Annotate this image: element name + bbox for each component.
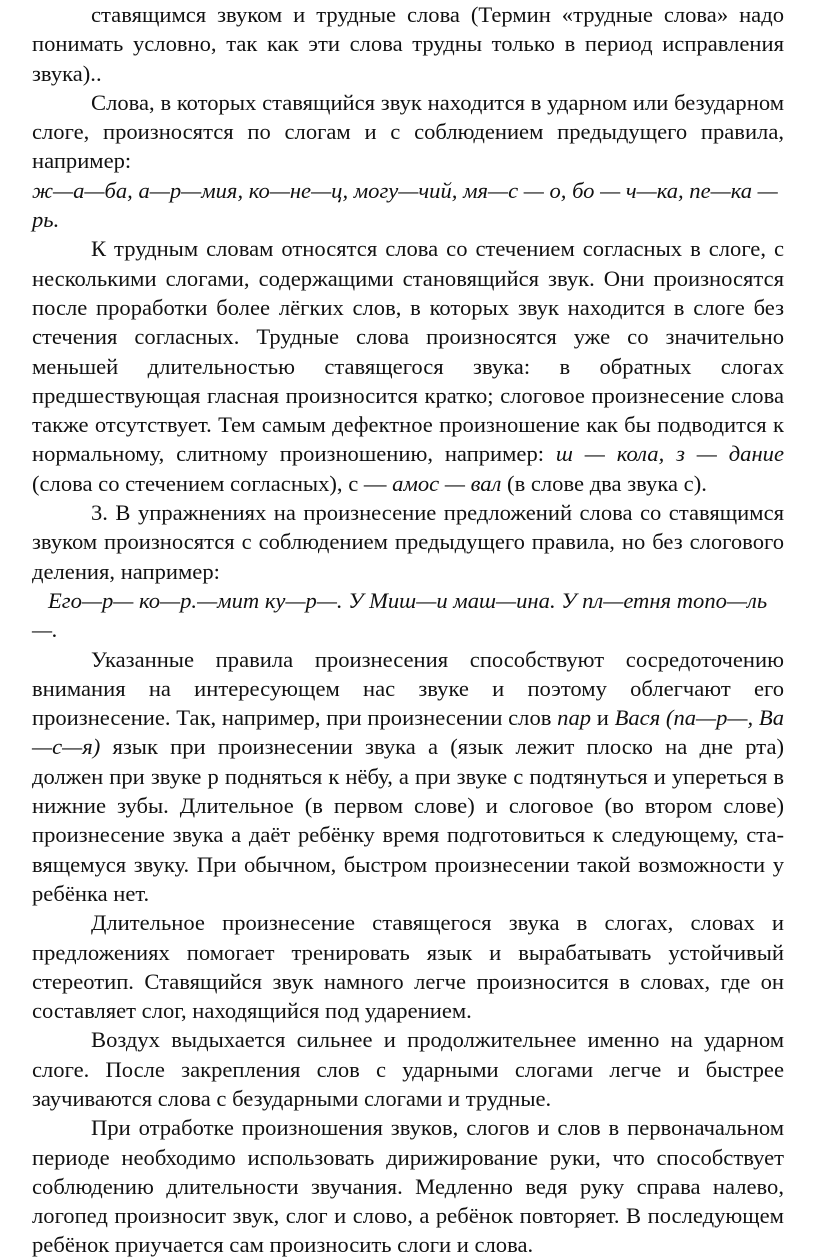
document-page [32,0,784,1260]
paragraph-stressed-syllable: Воздух выдыхается сильнее и продолжительнее именно на ударном слоге. После закрепления слов с ударными слогами легче и быстрее заучиваются слова с безударными слогами и трудные. [32,1027,784,1111]
paragraph-long-pronunciation: Длительное произнесение ставящегося звука в слогах, словах и предложениях помогает тренировать язык и вырабатывать устойчивый стереотип. Ставящийся звук намного легче произносится в словах, где он составляет слог, находящийся под ударением. [32,910,784,1024]
paragraph-sentences-exercise: 3. В упражнениях на произнесение предложений слова со ставящимся звуком произносятся с соблюдением предыдущего правила, но без слогового деления, например: [32,500,784,584]
paragraph-text: и [591,705,615,731]
example-italic: пар [557,705,592,731]
paragraph-rules-effect [32,645,784,909]
paragraph-text: (в слове два звука с). [501,470,707,496]
paragraph-text: Указанные правила произнесения способствуют сосредоточению внимания на интересующем нас звуке и поэтому облегчают его произнесение. Так, например, при произнесении слов [32,646,784,731]
paragraph-difficult-words [32,234,784,498]
example-italic: ш — кола, з — дание [555,441,784,467]
paragraph-continued: ставящимся звуком и трудные слова (Термин «трудные слова» надо понимать условно, так как эти слова трудны только в период исправления звука).. [32,2,784,86]
example-sentences: Его—р— ко—р.—мит ку—р—. У Миш—и маш—ина. У пл—етня топо—ль—. [32,587,768,643]
example-words-syllables: ж—а—ба, а—р—мия, ко—не—ц, могу—чий, мя—с — о, бо — ч—ка, пе—ка — рь. [32,177,778,233]
example-italic: Вася (па—р—, Ва—с—я) [32,705,784,760]
paragraph-text: язык при произнесении звука а (язык лежит плоско на дне рта) должен при звуке р подняться к нёбу, а при звуке с подтянуться и упереться в нижние зубы. Длительное (в первом слове) и слоговое (во втором слове) произнесение звука а даёт ребёнку время подготовиться к следующему, ста-вящемуся звуку. При обычном, быстром произнесении такой возможности у ребёнка нет. [32,734,784,906]
paragraph-text: (слова со стечением согласных), с — [32,470,393,496]
paragraph-hand-conducting: При отработке произношения звуков, слогов и слов в первоначальном периоде необходимо использовать дирижирование руки, что способствует соблюдению длительности звучания. Медленно ведя руку справа налево, логопед произносит звук, слог и слово, а ребёнок повторяет. В последующем ребёнок приучается сам произносить слоги и слова. [32,1115,784,1258]
example-italic: амос — вал [392,470,502,496]
paragraph-syllable-rule: Слова, в которых ставящийся звук находится в ударном или безударном слоге, произносятся по слогам и с соблюдением предыдущего правила, например: [32,89,784,174]
paragraph-text: К трудным словам относятся слова со стечением согласных в слоге, с несколькими слогами, содержащими становящийся звук. Они произносятся после проработки более лёгких слов, в которых звук находится в слоге без стечения согласных. Трудные слова произносятся уже со значительно меньшей длительностью ставящегося звука: в обратных слогах предшествующая гласная произносится кратко; слоговое произнесение слова также отсутствует. Тем самым дефектное произношение как бы подводится к нормальному, слитному произношению, например: [32,236,784,467]
